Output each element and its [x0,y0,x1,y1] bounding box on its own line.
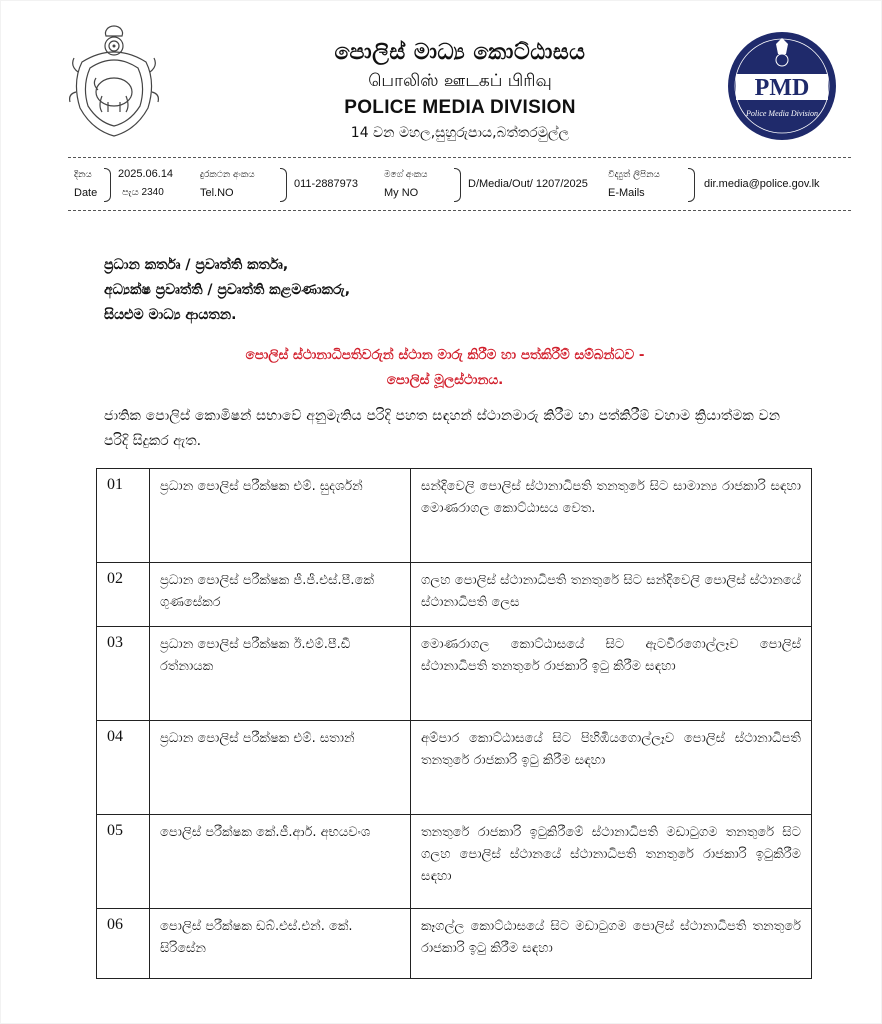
brace [454,168,461,202]
row-number: 04 [97,721,150,815]
table-row [97,721,812,815]
subject-line-1: පොලිස් ස්ථානාධිපතිවරුන් ස්ථාන මාරු කිරීම හා පත්කිරීම් සම්බන්ධව - [245,347,645,363]
row-number: 02 [97,563,150,627]
brace [688,168,695,202]
officer-name: ප්‍රධාන පොලිස් පරීක්ෂක ඊ.එම්.පී.ඩී රත්නායක [150,627,411,721]
tel-value: 011-2887973 [294,178,359,190]
officer-name: ප්‍රධාන පොලිස් පරීක්ෂක එම්. සතාන් [150,721,411,815]
letterhead [240,40,680,141]
transfer-description: තනතුරේ රාජකාරි ඉටුකිරීමේ ස්ථානාධිපති මඩාටුගම තනතුරේ සිට ගලහ පොලිස් ස්ථානයේ ස්ථානාධිපති තනතුරේ රාජකාරි ඉටුකිරීම සඳහා [411,815,812,909]
pmd-ring-text: Police Media Division [746,109,818,118]
transfer-description: අම්පාර කොට්ඨාසයේ සිට පිහිඹියගොල්ලෑව පොලිස් ස්ථානාධිපති තනතුරේ රාජකාරි ඉටු කිරීම සඳහා [411,721,812,815]
addressee-line: සියළුම මාධ්‍ය ආයතන. [104,307,237,323]
row-number: 06 [97,909,150,979]
row-number: 03 [97,627,150,721]
officer-name: ප්‍රධාන පොලිස් පරීක්ෂක එම්. සුදර්ශන් [150,469,411,563]
tamil-title: பொலிஸ் ஊடகப் பிரிவு [368,71,552,91]
brace [280,168,287,202]
table-row [97,563,812,627]
addressees [104,253,350,328]
pmd-logo-icon [726,30,838,142]
intro-paragraph: ජාතික පොලිස් කොමිෂන් සභාවේ අනුමැතිය පරිදි පහත සඳහන් ස්ථානමාරු කිරීම හා පත්කිරීම් වහාම ක්‍රියාත්මක වන පරිදි සිදුකර ඇත. [104,408,780,449]
table-row [97,627,812,721]
table-row [97,815,812,909]
table-row [97,909,812,979]
date-label: දිනය Date [74,170,98,199]
time-value: පැය 2340 [122,187,164,198]
transfer-description: ගලහ පොලිස් ස්ථානාධිපති තනතුරේ සිට සන්දිවෙලි පොලිස් ස්ථානයේ ස්ථානාධිපති ලෙස [411,563,812,627]
pmd-logo-text: PMD [754,75,810,101]
address: 14 වන මහල,සුහුරුපාය,බත්තරමුල්ල [350,125,570,141]
email-label: විද්‍යුත් ලිපිනය E-Mails [608,170,660,199]
police-crest-icon [68,22,160,140]
transfer-description: කෑගල්ල කොට්ඨාසයේ සිට මඩාටුගම පොලිස් ස්ථානාධිපති තනතුරේ රාජකාරි ඉටු කිරීම සඳහා [411,909,812,979]
transfer-description: සන්දිවෙලි පොලිස් ස්ථානාධිපති තනතුරේ සිට සාමාන්‍ය රාජකාරි සඳහා මොණරාගල කොට්ඨාසය වෙත. [411,469,812,563]
officer-name: ප්‍රධාන පොලිස් පරීක්ෂක ජී.ජී.එස්.පී.කේ ගුණසේකර [150,563,411,627]
tel-label: දුරකථන අංකය Tel.NO [200,170,255,199]
sinhala-title: පොලිස් මාධ්‍ය කොට්ඨාසය [334,40,586,65]
row-number: 01 [97,469,150,563]
officer-name: පොලිස් පරීක්ෂක ඩබ්.එස්.එන්. කේ. සිරිසේන [150,909,411,979]
row-number: 05 [97,815,150,909]
transfer-description: මොණරාගල කොට්ඨාසයේ සිට ඇටවීරගොල්ලෑව පොලිස් ස්ථානාධිපති තනතුරේ රාජකාරි ඉටු කිරීම සඳහා [411,627,812,721]
brace [104,168,111,202]
english-title: POLICE MEDIA DIVISION [344,97,576,118]
addressee-line: ප්‍රධාන කර්තෘ / ප්‍රවෘත්ති කර්තෘ, [104,257,289,273]
my-no-label: මගේ අංකය My NO [384,170,428,199]
officer-name: පොලිස් පරීක්ෂක කේ.ජී.ආර්. අභයවංශ [150,815,411,909]
email-value[interactable]: dir.media@police.gov.lk [704,178,820,190]
info-bar [68,157,851,211]
my-no-value: D/Media/Out/ 1207/2025 [468,178,588,190]
transfers-table [96,468,812,979]
subject [120,343,770,393]
date-value: 2025.06.14 [118,168,174,180]
addressee-line: අධ්‍යක්ෂ ප්‍රවෘත්ති / ප්‍රවෘත්ති කළමණාකරු, [104,282,351,298]
table-row [97,469,812,563]
subject-line-2: පොලිස් මූලස්ථානය. [386,372,504,388]
